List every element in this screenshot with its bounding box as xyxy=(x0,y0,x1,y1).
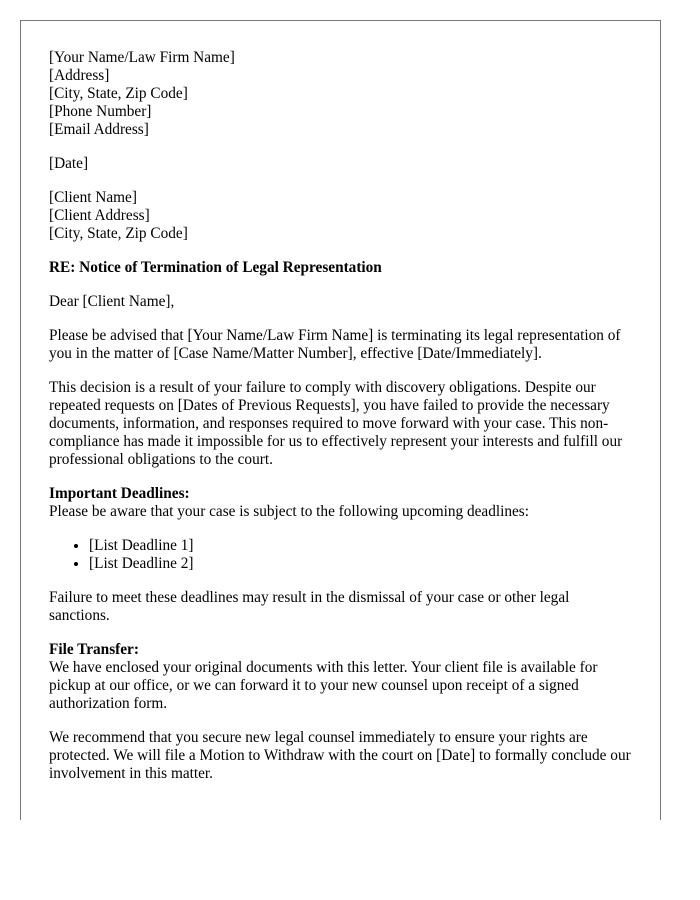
sender-city-state-zip: [City, State, Zip Code] xyxy=(49,85,188,102)
subject-line: RE: Notice of Termination of Legal Representation xyxy=(49,259,382,276)
recipient-name: [Client Name] xyxy=(49,189,137,206)
sender-address: [Address] xyxy=(49,67,110,84)
letter-date: [Date] xyxy=(49,155,89,172)
deadlines-warning: Failure to meet these deadlines may result in the dismissal of your case or other legal sanctions. xyxy=(49,589,570,624)
recipient-address: [Client Address] xyxy=(49,207,150,224)
recipient-city-state-zip: [City, State, Zip Code] xyxy=(49,225,188,242)
file-transfer-section xyxy=(49,641,632,713)
deadlines-heading: Important Deadlines: xyxy=(49,485,190,502)
deadlines-intro: Please be aware that your case is subject to the following upcoming deadlines: xyxy=(49,503,530,520)
reason-paragraph: This decision is a result of your failure to comply with discovery obligations. Despite our repeated requests on [Dates of Previous Requests], you have failed to provide the necessary documents, information, and responses required to move forward with your case. This non-compliance has made it impossible for us to effectively represent your interests and fulfill our professional obligations to the court. xyxy=(49,379,623,468)
file-transfer-text: We have enclosed your original documents with this letter. Your client file is available for pickup at our office, or we can forward it to your new counsel upon receipt of a signed authorization form. xyxy=(49,659,598,712)
file-transfer-heading: File Transfer: xyxy=(49,641,139,658)
salutation: Dear [Client Name], xyxy=(49,293,175,310)
sender-name: [Your Name/Law Firm Name] xyxy=(49,49,235,66)
sender-phone: [Phone Number] xyxy=(49,103,152,120)
intro-paragraph: Please be advised that [Your Name/Law Firm Name] is terminating its legal representation of you in the matter of [Case Name/Matter Number], effective [Date/Immediately]. xyxy=(49,327,621,362)
recipient-block xyxy=(49,189,632,243)
closing-paragraph: We recommend that you secure new legal counsel immediately to ensure your rights are protected. We will file a Motion to Withdraw with the court on [Date] to formally conclude our involvement in this matter. xyxy=(49,729,631,782)
letter-page xyxy=(20,20,661,820)
list-item: • [List Deadline 1] xyxy=(89,537,632,555)
sender-block xyxy=(49,49,632,139)
sender-email: [Email Address] xyxy=(49,121,149,138)
deadlines-list xyxy=(49,537,632,573)
list-item: • [List Deadline 2] xyxy=(89,555,632,573)
deadlines-section xyxy=(49,485,632,521)
